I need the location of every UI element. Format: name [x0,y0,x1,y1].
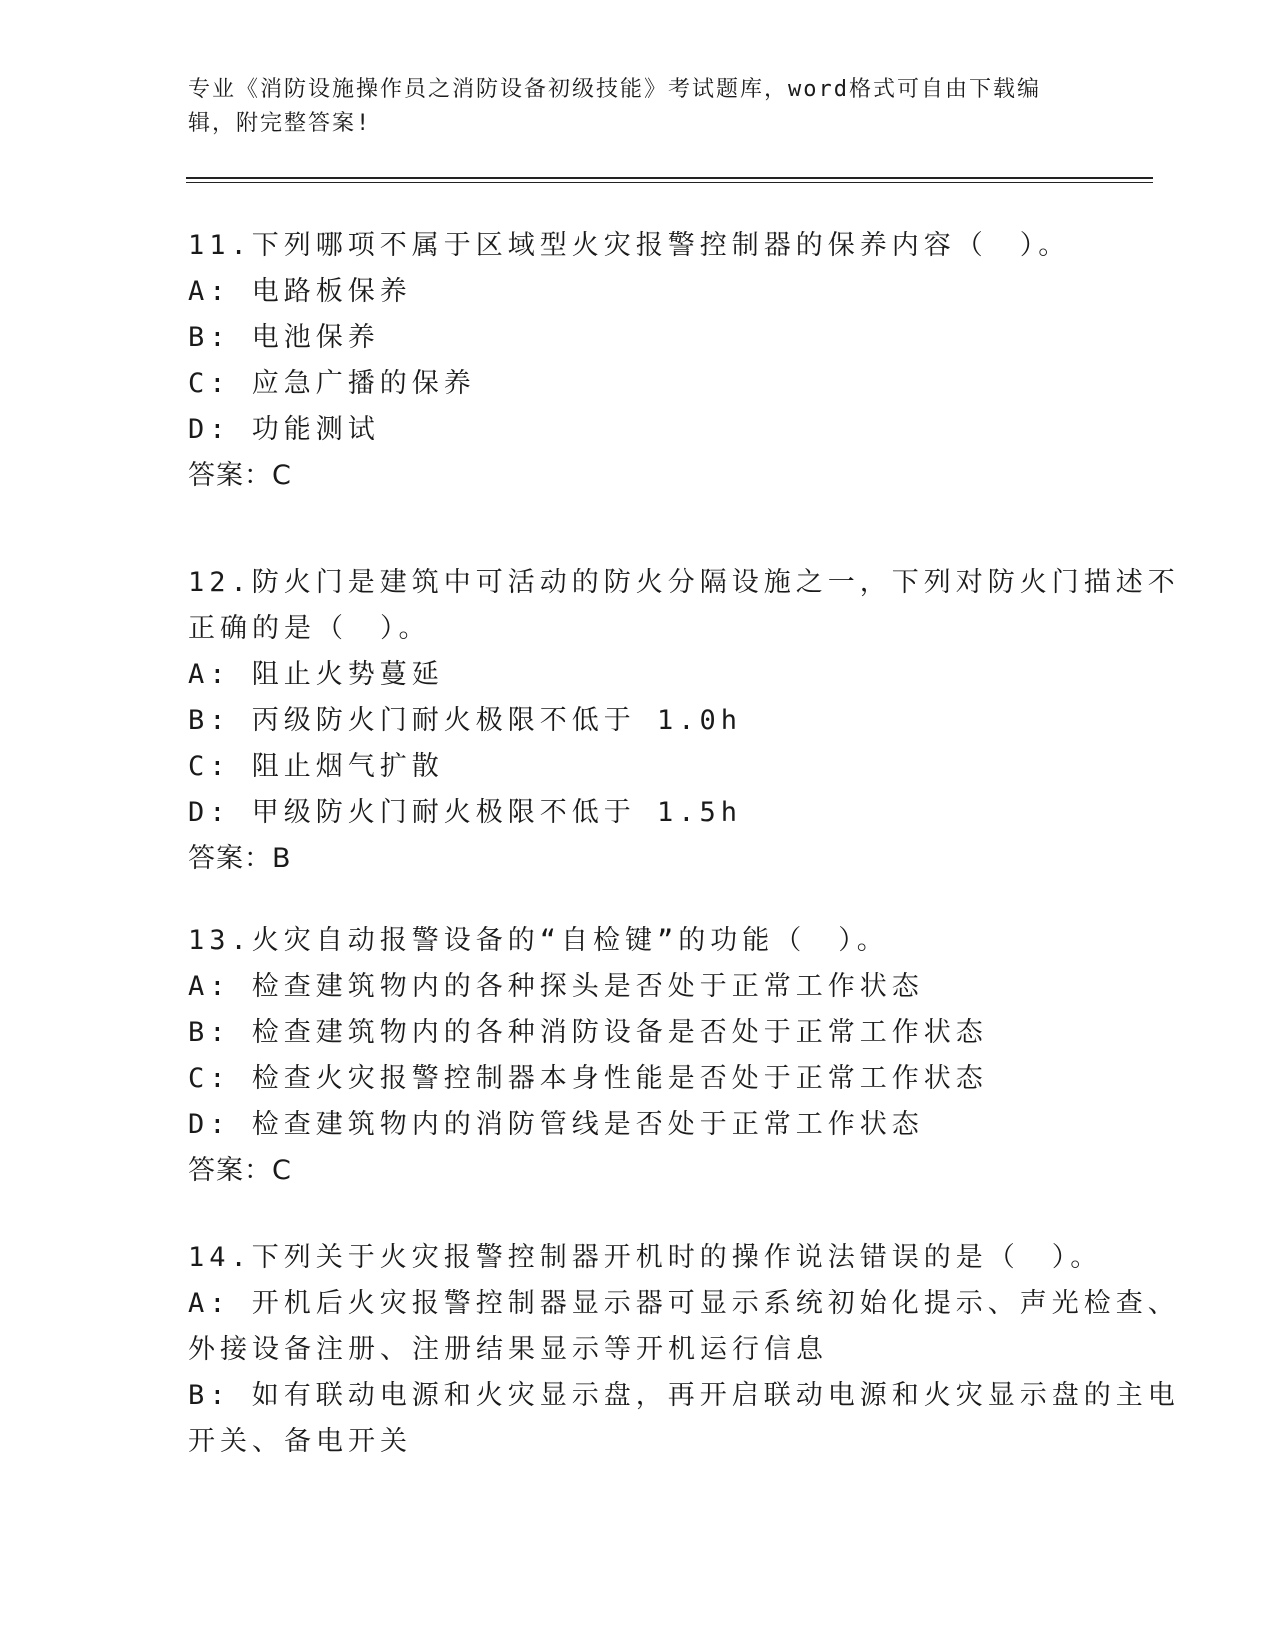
option-c: C: 阻止烟气扩散 [188,751,444,782]
option-a: A: 检查建筑物内的各种探头是否处于正常工作状态 [188,971,924,1002]
option-b: B: 丙级防火门耐火极限不低于 1.0h [188,705,743,736]
question-stem: 13.火灾自动报警设备的“自检键”的功能（ ）。 [188,925,889,956]
option-b: B: 检查建筑物内的各种消防设备是否处于正常工作状态 [188,1017,988,1048]
option-d: D: 功能测试 [188,414,380,445]
answer-line: 答案：B [188,843,292,874]
question-stem-line-2: 正确的是（ ）。 [188,613,431,644]
answer-line: 答案：C [188,460,292,491]
option-a: A: 阻止火势蔓延 [188,659,444,690]
option-d: D: 检查建筑物内的消防管线是否处于正常工作状态 [188,1109,924,1140]
option-a-line-2: 外接设备注册、注册结果显示等开机运行信息 [188,1334,828,1365]
question-13 [188,918,1088,1194]
question-11 [188,223,1088,499]
option-a-line-1: A: 开机后火灾报警控制器显示器可显示系统初始化提示、声光检查、 [188,1288,1180,1319]
header-divider-thin [186,182,1153,183]
question-14 [188,1235,1180,1465]
option-c: C: 应急广播的保养 [188,368,476,399]
option-b-line-2: 开关、备电开关 [188,1426,412,1457]
answer-line: 答案：C [188,1155,292,1186]
header-line-2: 辑，附完整答案! [188,111,372,136]
header-divider-thick [186,177,1153,179]
option-a: A: 电路板保养 [188,276,412,307]
question-12 [188,560,1180,882]
option-d: D: 甲级防火门耐火极限不低于 1.5h [188,797,743,828]
option-c: C: 检查火灾报警控制器本身性能是否处于正常工作状态 [188,1063,988,1094]
header-line-1: 专业《消防设施操作员之消防设备初级技能》考试题库，word格式可自由下载编 [188,77,1041,102]
question-stem: 14.下列关于火灾报警控制器开机时的操作说法错误的是（ ）。 [188,1242,1103,1273]
document-header [188,73,1088,141]
option-b-line-1: B: 如有联动电源和火灾显示盘，再开启联动电源和火灾显示盘的主电 [188,1380,1180,1411]
question-stem-line-1: 12.防火门是建筑中可活动的防火分隔设施之一，下列对防火门描述不 [188,567,1180,598]
option-b: B: 电池保养 [188,322,380,353]
question-stem: 11.下列哪项不属于区域型火灾报警控制器的保养内容（ ）。 [188,230,1071,261]
